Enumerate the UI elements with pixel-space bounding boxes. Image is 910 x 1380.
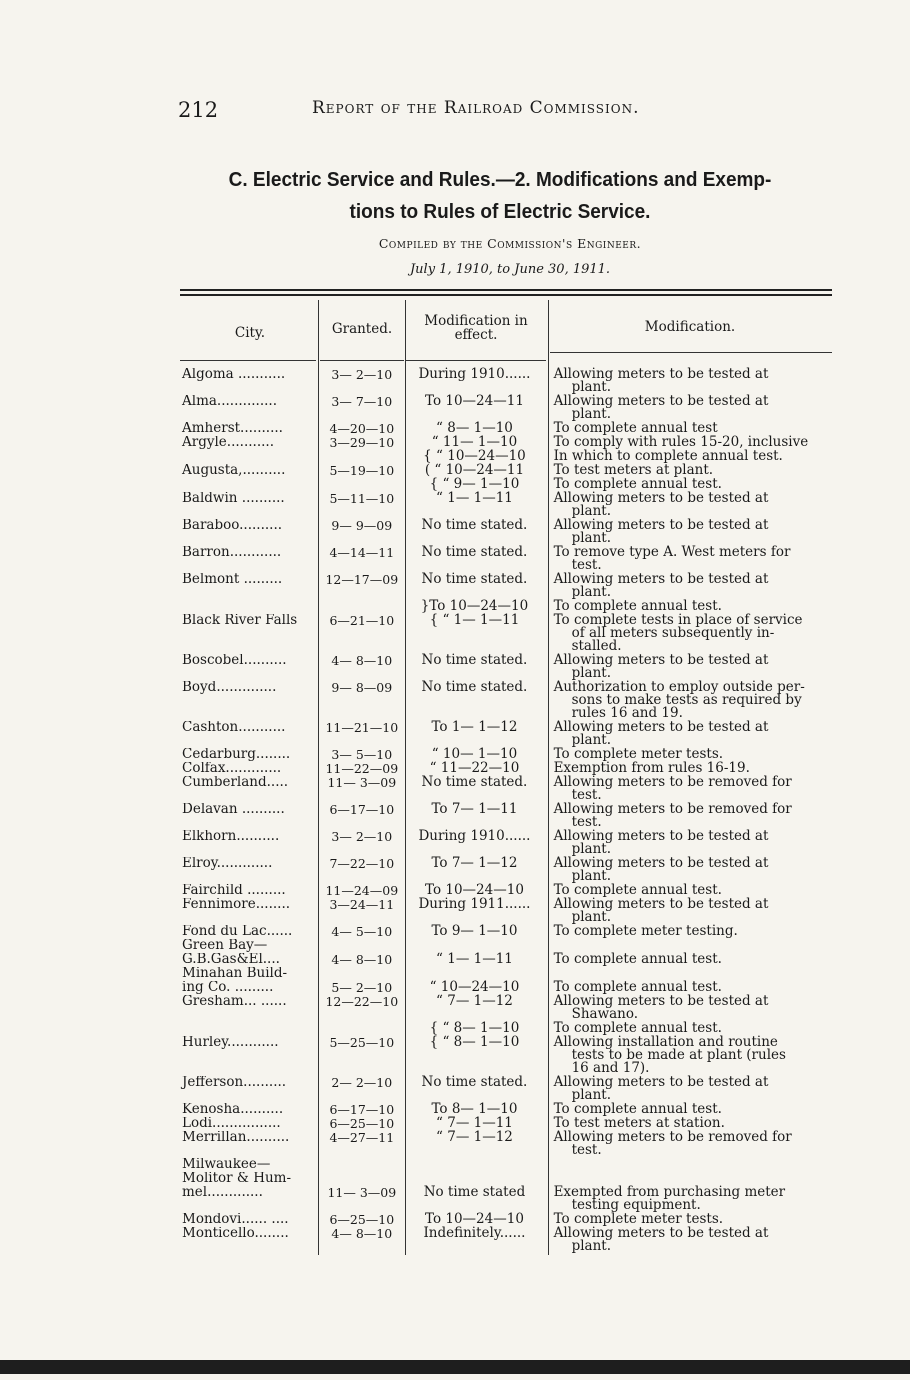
row-city: Belmont ......... [182,573,283,587]
row-modification-text [548,1131,850,1157]
table-row [180,395,850,421]
row-modification-in-effect: To 7— 1—12 [431,855,518,871]
modification-line: plant. [571,841,611,857]
modification-line [554,1158,850,1171]
row-modification-in-effect: To 10—24—10 [425,1211,524,1227]
row-city: Minahan Build- [182,967,288,980]
row-granted-date: 11— 3—09 [327,1185,397,1200]
header-rule-mod [406,360,546,361]
row-granted-date: 2— 2—10 [331,1075,393,1090]
row-modification-in-effect: ( “ 10—24—11 [424,462,525,478]
modification-line: plant. [571,1087,611,1103]
column-header-modification-in-effect [406,314,546,342]
row-city: Boscobel.......... [182,654,287,668]
modification-line: To complete annual test. [553,598,722,614]
table-row [180,492,850,518]
page-number: 212 [178,98,219,122]
row-modification-in-effect: { “ 9— 1—10 [429,476,520,492]
modification-line: plant. [571,406,611,422]
row-city: Merrillan.......... [182,1131,290,1145]
row-modification-text [548,1076,850,1102]
modification-line: Allowing meters to be removed for [553,801,792,817]
row-granted-date [322,1158,401,1171]
row-granted-date: 3—24—11 [329,897,395,912]
row-city: Amherst.......... [182,422,283,435]
modification-line: plant. [571,1238,611,1254]
row-granted-date: 11—21—10 [325,720,399,735]
date-range: July 1, 1910, to June 30, 1911. [409,262,611,277]
row-city: Black River Falls [182,614,298,628]
modification-line: Allowing meters to be tested at [553,1225,769,1241]
row-modification-text [548,995,850,1021]
row-modification-text [548,953,850,966]
row-modification-in-effect: { “ 10—24—10 [423,448,526,464]
modification-line: To comply with rules 15-20, inclusive [553,434,809,450]
row-city: Mondovi...... .... [182,1213,289,1226]
row-modification-text [548,803,850,829]
row-modification-in-effect: To 10—24—11 [425,393,524,409]
row-modification-in-effect: To 9— 1—10 [431,923,518,939]
row-city: ing Co. ......... [182,981,274,994]
row-granted-date: 3—29—10 [329,435,395,450]
modification-line: test. [571,787,602,803]
row-city: G.B.Gas&El.... [182,953,280,966]
modification-line: In which to complete annual test. [553,448,783,464]
row-city: Elkhorn.......... [182,830,280,844]
section-title [168,164,833,228]
table-row [180,953,850,966]
modification-line: To complete annual test. [553,979,722,995]
table-row [180,368,850,394]
row-modification-text [548,681,850,720]
modification-line: Shawano. [571,1006,639,1022]
table-row [180,1186,850,1212]
row-modification-in-effect: { “ 8— 1—10 [429,1020,520,1036]
column-header-modification: Modification. [644,319,736,335]
row-granted-date: 11—22—09 [325,761,399,776]
table-row [180,898,850,924]
row-city [180,1022,322,1035]
row-modification-in-effect: “ 1— 1—11 [436,951,513,967]
row-granted-date [322,939,401,952]
table-row [180,939,850,952]
row-modification-in-effect: No time stated. [421,774,528,790]
modification-line: rules 16 and 19. [571,705,683,721]
row-granted-date [322,478,401,491]
table-row [180,857,850,883]
modification-line: To test meters at plant. [553,462,714,478]
column-header-mod-line-2: effect. [454,327,498,343]
modification-line: Allowing meters to be tested at [553,828,769,844]
column-header-city: City. [234,325,266,341]
row-city: Monticello........ [182,1227,289,1241]
modification-line: Allowing meters to be tested at [553,1074,769,1090]
row-granted-date: 6—17—10 [329,802,395,817]
row-granted-date [322,967,401,980]
row-city: Molitor & Hum- [182,1172,292,1185]
row-modification-text [548,776,850,802]
row-city [180,600,322,613]
modification-line: To complete annual test. [553,951,722,967]
row-modification-text [548,1227,850,1253]
row-granted-date: 9— 9—09 [331,518,393,533]
row-granted-date: 3— 7—10 [331,394,393,409]
table-row [180,519,850,545]
row-modification-in-effect: To 8— 1—10 [431,1101,518,1117]
row-modification-in-effect: { “ 1— 1—11 [429,612,520,628]
row-modification-in-effect: “ 8— 1—10 [436,420,513,436]
row-granted-date: 9— 8—09 [331,680,393,695]
modification-line: test. [571,1142,602,1158]
top-rule-2 [180,294,832,296]
row-modification-in-effect: To 10—24—10 [425,882,524,898]
row-modification-text [548,1158,850,1171]
row-city: Baldwin .......... [182,492,285,506]
row-modification-in-effect: “ 11— 1—10 [431,434,518,450]
row-city: Algoma ........... [182,368,286,382]
row-city: Argyle........... [182,436,274,449]
row-city: Barron............ [182,546,282,560]
modification-line: To complete tests in place of service [553,612,803,628]
table-row [180,995,850,1021]
row-granted-date: 6—25—10 [329,1116,395,1131]
row-city: Fond du Lac...... [182,925,293,938]
row-modification-in-effect: “ 7— 1—11 [436,1115,513,1131]
modification-line: test. [571,814,602,830]
table-row [180,573,850,599]
row-granted-date: 5—25—10 [329,1035,395,1050]
row-modification-text [548,1036,850,1075]
modification-line: Allowing meters to be tested at [553,855,769,871]
row-modification-text [548,1186,850,1212]
column-header-mod-line-1: Modification in [424,313,528,329]
table-row [180,830,850,856]
modification-line: Allowing meters to be tested at [553,366,769,382]
table-row [180,925,850,938]
section-title-line-1: C. Electric Service and Rules.—2. Modifications and Exemp- [228,169,772,191]
row-granted-date [322,600,401,613]
modification-line: Allowing meters to be tested at [553,896,769,912]
modification-line: Allowing meters to be tested at [553,490,769,506]
modification-line: Allowing meters to be tested at [553,652,769,668]
row-modification-text [548,519,850,545]
row-city: Milwaukee— [182,1158,271,1171]
modification-line: plant. [571,379,611,395]
modification-line: plant. [571,584,611,600]
modification-line: To complete meter tests. [553,746,724,762]
modification-line: plant. [571,665,611,681]
column-header-granted: Granted. [331,321,393,337]
row-city: Elroy............. [182,857,273,871]
row-city: Hurley............ [182,1036,279,1050]
table-row [180,654,850,680]
row-modification-text [548,573,850,599]
row-modification-in-effect: Indefinitely...... [423,1225,526,1241]
row-modification-in-effect: During 1911...... [418,896,531,912]
modification-line: plant. [571,530,611,546]
row-modification-in-effect: No time stated. [421,571,528,587]
modification-line: Allowing meters to be tested at [553,993,769,1009]
row-modification-in-effect: “ 10—24—10 [429,979,520,995]
row-granted-date: 3— 2—10 [331,829,393,844]
table-row [180,614,850,653]
row-granted-date [322,450,401,463]
modification-line: To complete annual test. [553,1101,722,1117]
modification-line: tests to be made at plant (rules [571,1047,786,1063]
row-granted-date: 12—17—09 [325,572,399,587]
modification-line: plant. [571,909,611,925]
table-row [180,1036,850,1075]
row-modification-in-effect: No time stated. [421,517,528,533]
row-city: Baraboo.......... [182,519,283,533]
row-modification-text [548,654,850,680]
modification-line: Exempted from purchasing meter [553,1184,786,1200]
row-granted-date: 6—25—10 [329,1212,395,1227]
table-row [180,1103,850,1116]
row-granted-date: 11— 3—09 [327,775,397,790]
row-granted-date: 4— 8—10 [331,952,393,967]
row-modification-in-effect: No time stated. [421,1074,528,1090]
header-rule-desc [550,352,832,353]
modification-line: Authorization to employ outside per- [553,679,805,695]
row-modification-text [548,830,850,856]
table-row [180,681,850,720]
row-modification-in-effect: “ 10— 1—10 [431,746,518,762]
row-modification-in-effect: }To 10—24—10 [420,598,529,614]
row-modification-text [548,368,850,394]
modification-line: To complete annual test [553,420,718,436]
row-granted-date: 3— 5—10 [331,747,393,762]
table-row [180,721,850,747]
row-city: Fairchild ......... [182,884,286,897]
row-modification-text [548,721,850,747]
modification-line: To complete meter testing. [553,923,738,939]
modification-line: stalled. [571,638,622,654]
modification-line: plant. [571,503,611,519]
row-city: Alma.............. [182,395,277,409]
header-rule-granted [320,360,404,361]
row-city: Gresham... ...... [182,995,287,1009]
row-modification-in-effect: “ 11—22—10 [429,760,520,776]
row-modification-text [548,925,850,938]
modification-line: Allowing meters to be removed for [553,1129,792,1145]
row-modification-in-effect [401,1158,547,1171]
row-granted-date: 4—27—11 [329,1130,395,1145]
row-city: mel............. [182,1186,263,1200]
modification-line: Exemption from rules 16-19. [553,760,750,776]
modification-line: 16 and 17). [571,1060,650,1076]
row-granted-date: 4— 5—10 [331,924,393,939]
modification-line: testing equipment. [571,1197,701,1213]
row-city [180,478,322,491]
row-city: Boyd.............. [182,681,277,695]
row-modification-in-effect: No time stated. [421,544,528,560]
row-city: Augusta,.......... [182,464,286,477]
top-rule [180,289,832,291]
table-row [180,776,850,802]
row-granted-date: 3— 2—10 [331,367,393,382]
row-granted-date: 4—20—10 [329,421,395,436]
header-rule-city [180,360,316,361]
modification-line: test. [571,557,602,573]
row-granted-date [322,1022,401,1035]
row-modification-in-effect: To 7— 1—11 [431,801,518,817]
row-modification-text [548,395,850,421]
row-city: Cumberland..... [182,776,289,790]
table-row [180,1158,850,1171]
row-modification-in-effect: { “ 8— 1—10 [429,1034,520,1050]
row-granted-date: 4— 8—10 [331,1226,393,1241]
row-modification-text [548,546,850,572]
row-city: Cedarburg........ [182,748,291,761]
row-city [180,450,322,463]
row-modification-in-effect: During 1910...... [418,828,531,844]
row-granted-date: 6—17—10 [329,1102,395,1117]
table-row [180,1076,850,1102]
modification-line: To complete annual test. [553,476,722,492]
modification-line: To complete annual test. [553,1020,722,1036]
modification-line: of all meters subsequently in- [571,625,775,641]
row-city: Jefferson.......... [182,1076,287,1090]
modification-line: Allowing meters to be tested at [553,517,769,533]
modification-line: Allowing meters to be tested at [553,393,769,409]
table-row [180,1131,850,1157]
row-city: Lodi................ [182,1117,281,1130]
row-city: Kenosha.......... [182,1103,284,1116]
modification-line: Allowing installation and routine [553,1034,778,1050]
modification-line: To remove type A. West meters for [553,544,791,560]
section-title-line-2: tions to Rules of Electric Service. [349,201,651,223]
modification-line: Allowing meters to be tested at [553,571,769,587]
modification-line: plant. [571,732,611,748]
row-modification-in-effect: To 1— 1—12 [431,719,518,735]
row-modification-in-effect: No time stated. [421,679,528,695]
row-granted-date [322,1172,401,1185]
row-city: Fennimore........ [182,898,291,912]
row-city: Cashton........... [182,721,286,735]
row-granted-date: 4— 8—10 [331,653,393,668]
row-granted-date: 5— 2—10 [331,980,393,995]
modifications-table [180,368,850,1254]
row-city: Delavan .......... [182,803,285,817]
modification-line: To test meters at station. [553,1115,725,1131]
row-city: Green Bay— [182,939,268,952]
modification-line: plant. [571,868,611,884]
row-modification-text [548,857,850,883]
row-modification-in-effect: During 1910...... [418,366,531,382]
row-granted-date: 4—14—11 [329,545,395,560]
row-city: Colfax............. [182,762,282,775]
modification-line: To complete annual test. [553,882,722,898]
row-modification-in-effect: “ 7— 1—12 [436,993,513,1009]
row-granted-date: 11—24—09 [325,883,399,898]
row-modification-text [548,898,850,924]
row-granted-date: 5—11—10 [329,491,395,506]
table-row [180,546,850,572]
modification-line: To complete meter tests. [553,1211,724,1227]
row-modification-in-effect: No time stated. [421,652,528,668]
row-granted-date: 5—19—10 [329,463,395,478]
row-modification-text [548,614,850,653]
modification-line: Allowing meters to be tested at [553,719,769,735]
row-granted-date: 12—22—10 [325,994,399,1009]
row-granted-date: 7—22—10 [329,856,395,871]
table-row [180,1227,850,1253]
compiled-by: Compiled by the Commission's Engineer. [378,236,642,251]
row-modification-in-effect: No time stated [423,1184,526,1200]
modification-line: sons to make tests as required by [571,692,802,708]
row-modification-in-effect: “ 7— 1—12 [436,1129,513,1145]
row-modification-text [548,492,850,518]
row-granted-date: 6—21—10 [329,613,395,628]
running-head: Report of the Railroad Commission. [312,98,640,118]
page-bottom-edge [0,1360,910,1374]
row-modification-in-effect: “ 1— 1—11 [436,490,513,506]
table-row [180,803,850,829]
modification-line: Allowing meters to be removed for [553,774,792,790]
